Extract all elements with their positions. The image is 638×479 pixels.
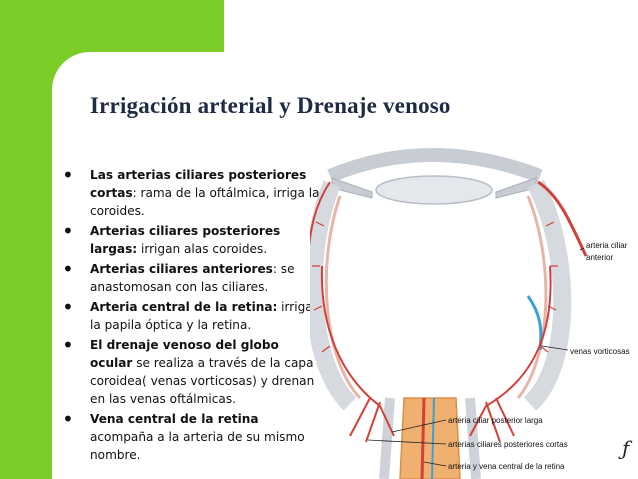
label-venas-vorticosas: venas vorticosas xyxy=(570,347,630,356)
bullet-text: : rama de la oftálmica, irriga la coroides. xyxy=(90,186,320,218)
lens-shape xyxy=(376,176,492,204)
bullet-dot-icon: • xyxy=(62,163,74,187)
bullet-item xyxy=(62,219,322,258)
bullet-list xyxy=(62,163,322,466)
label-arteria-ciliar-anterior-2: anterior xyxy=(586,253,614,262)
bullet-bold: Las arterias ciliares posteriores cortas xyxy=(90,168,307,200)
label-arteria-ciliar-anterior-1: arteria ciliar xyxy=(586,241,628,250)
choroidal-vessel-ticks xyxy=(312,222,558,352)
slide-title: Irrigación arterial y Drenaje venoso xyxy=(90,93,451,118)
choroid-layer xyxy=(326,196,546,398)
bullet-bold: Arteria central de la retina: xyxy=(90,300,278,314)
signature-glyph: ƒ xyxy=(622,436,630,460)
cornea-shape xyxy=(330,155,540,176)
bullet-text: irrigan alas coroides. xyxy=(137,242,268,256)
bullet-bold: Arterias ciliares anteriores xyxy=(90,262,273,276)
bullet-item xyxy=(62,257,322,296)
bullet-text: irriga la papila óptica y la retina. xyxy=(90,300,313,332)
bullet-bold: Arterias ciliares posteriores largas: xyxy=(90,224,281,256)
long-posterior-ciliary-artery xyxy=(322,266,394,436)
vortex-vein xyxy=(528,296,541,350)
bullet-item xyxy=(62,333,322,408)
bullet-text: acompaña a la arteria de su mismo nombre. xyxy=(90,430,305,462)
bullet-bold: El drenaje venoso del globo ocular xyxy=(90,338,279,370)
bullet-dot-icon: • xyxy=(62,295,74,319)
bullet-dot-icon: • xyxy=(62,407,74,431)
bullet-dot-icon: • xyxy=(62,219,74,243)
bullet-text: se realiza a través de la capa coroidea( venas vorticosas) y drenan en las venas oftálmicas. xyxy=(90,356,315,406)
bullet-item xyxy=(62,407,322,464)
label-arteria-ciliar-posterior-larga: arteria ciliar posterior larga xyxy=(448,416,543,425)
bullet-item xyxy=(62,163,322,220)
bullet-dot-icon: • xyxy=(62,257,74,281)
bullet-dot-icon: • xyxy=(62,333,74,357)
central-retinal-artery xyxy=(422,398,424,479)
label-arteria-vena-central-retina: arteria y vena central de la retina xyxy=(448,462,565,471)
eye-vascular-diagram xyxy=(310,136,638,479)
bullet-text: : se anastomosan con las ciliares. xyxy=(90,262,295,294)
label-arterias-ciliares-posteriores-cortas: arterias ciliares posteriores cortas xyxy=(448,440,568,449)
bullet-bold: Vena central de la retina xyxy=(90,412,259,426)
bullet-item xyxy=(62,295,322,334)
